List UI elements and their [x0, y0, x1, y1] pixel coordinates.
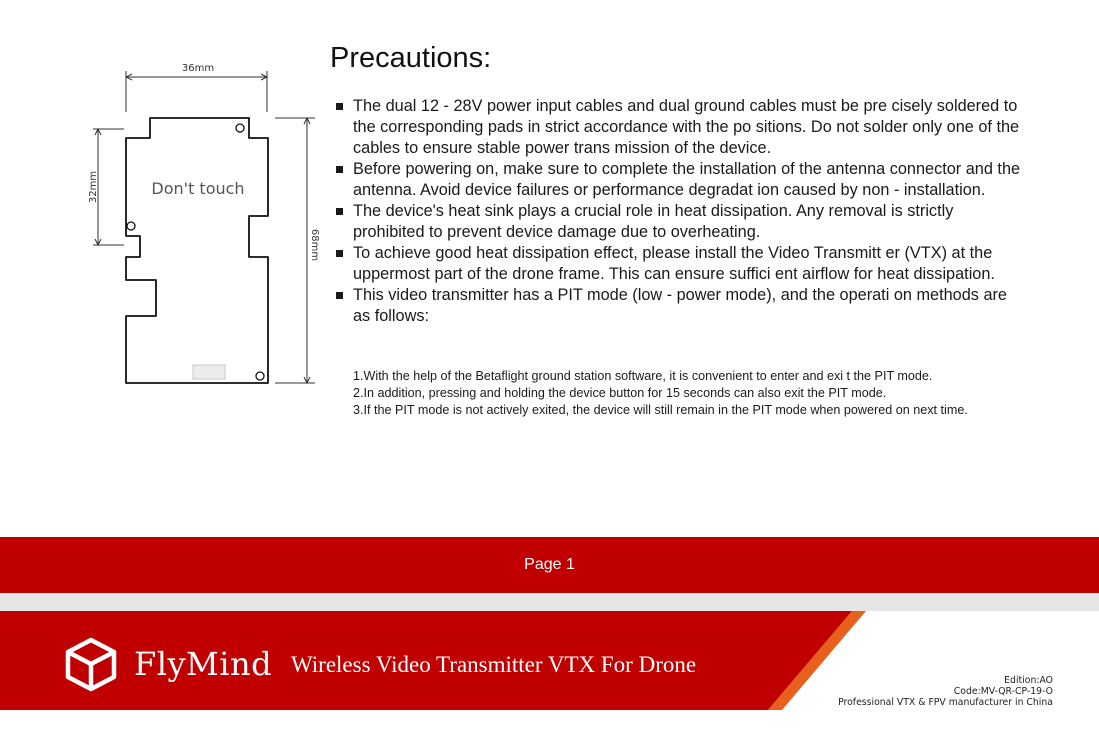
precaution-text: The dual 12 - 28V power input cables and dual ground cables must be pre cisely soldered to the corresponding pads in strict accordance with the po sitions. Do not solder only one of the cables to ensure stable power trans mission of the device.	[353, 97, 1020, 157]
bullet-square-icon	[336, 166, 343, 173]
tagline-text: Professional VTX & FPV manufacturer in China	[838, 697, 1053, 708]
board-label: Don't touch	[151, 179, 245, 198]
bullet-square-icon	[336, 250, 343, 257]
precaution-text: This video transmitter has a PIT mode (low - power mode), and the operati on methods are as follows:	[353, 286, 1007, 325]
page-number: Page 1	[524, 556, 575, 573]
method-item: 3.If the PIT mode is not actively exited, the device will still remain in the PIT mode when powered on next time.	[353, 403, 968, 417]
precaution-item	[334, 159, 1024, 201]
bullet-square-icon	[336, 103, 343, 110]
precaution-text: To achieve good heat dissipation effect, please install the Video Transmitt er (VTX) at the uppermost part of the drone frame. This can ensure suffici ent airflow for heat dissipation.	[353, 244, 995, 283]
precaution-item	[334, 243, 1024, 285]
code-text: Code:MV-QR-CP-19-O	[953, 686, 1053, 697]
pit-mode-methods	[353, 368, 1013, 419]
page-number-bar	[0, 537, 1099, 593]
edition-text: Edition:AO	[1004, 675, 1053, 686]
brand-name: FlyMind	[134, 645, 273, 683]
method-item: 1.With the help of the Betaflight ground station software, it is convenient to enter and exi t the PIT mode.	[353, 369, 933, 383]
document-meta	[838, 675, 1053, 708]
method-item: 2.In addition, pressing and holding the device button for 15 seconds can also exit the PIT mode.	[353, 386, 887, 400]
width-label: 36mm	[181, 63, 215, 74]
precautions-title: Precautions:	[330, 42, 492, 74]
total-height-label: 68mm	[309, 228, 320, 262]
board-outline	[126, 118, 268, 383]
precaution-item	[334, 96, 1024, 159]
board-dimension-drawing	[85, 60, 325, 400]
precaution-item	[334, 201, 1024, 243]
precautions-list	[334, 96, 1024, 327]
left-height-label: 32mm	[88, 170, 99, 204]
board-qr-mark	[193, 365, 225, 379]
bullet-square-icon	[336, 208, 343, 215]
product-title: Wireless Video Transmitter VTX For Drone	[291, 652, 697, 677]
divider-strip	[0, 593, 1099, 611]
precaution-item	[334, 285, 1024, 327]
precaution-text: Before powering on, make sure to complete the installation of the antenna connector and the antenna. Avoid device failures or performance degradat ion caused by non - installation.	[353, 160, 1021, 199]
precaution-text: The device's heat sink plays a crucial role in heat dissipation. Any removal is strictly prohibited to prevent device damage due to overheating.	[353, 202, 954, 241]
bullet-square-icon	[336, 292, 343, 299]
